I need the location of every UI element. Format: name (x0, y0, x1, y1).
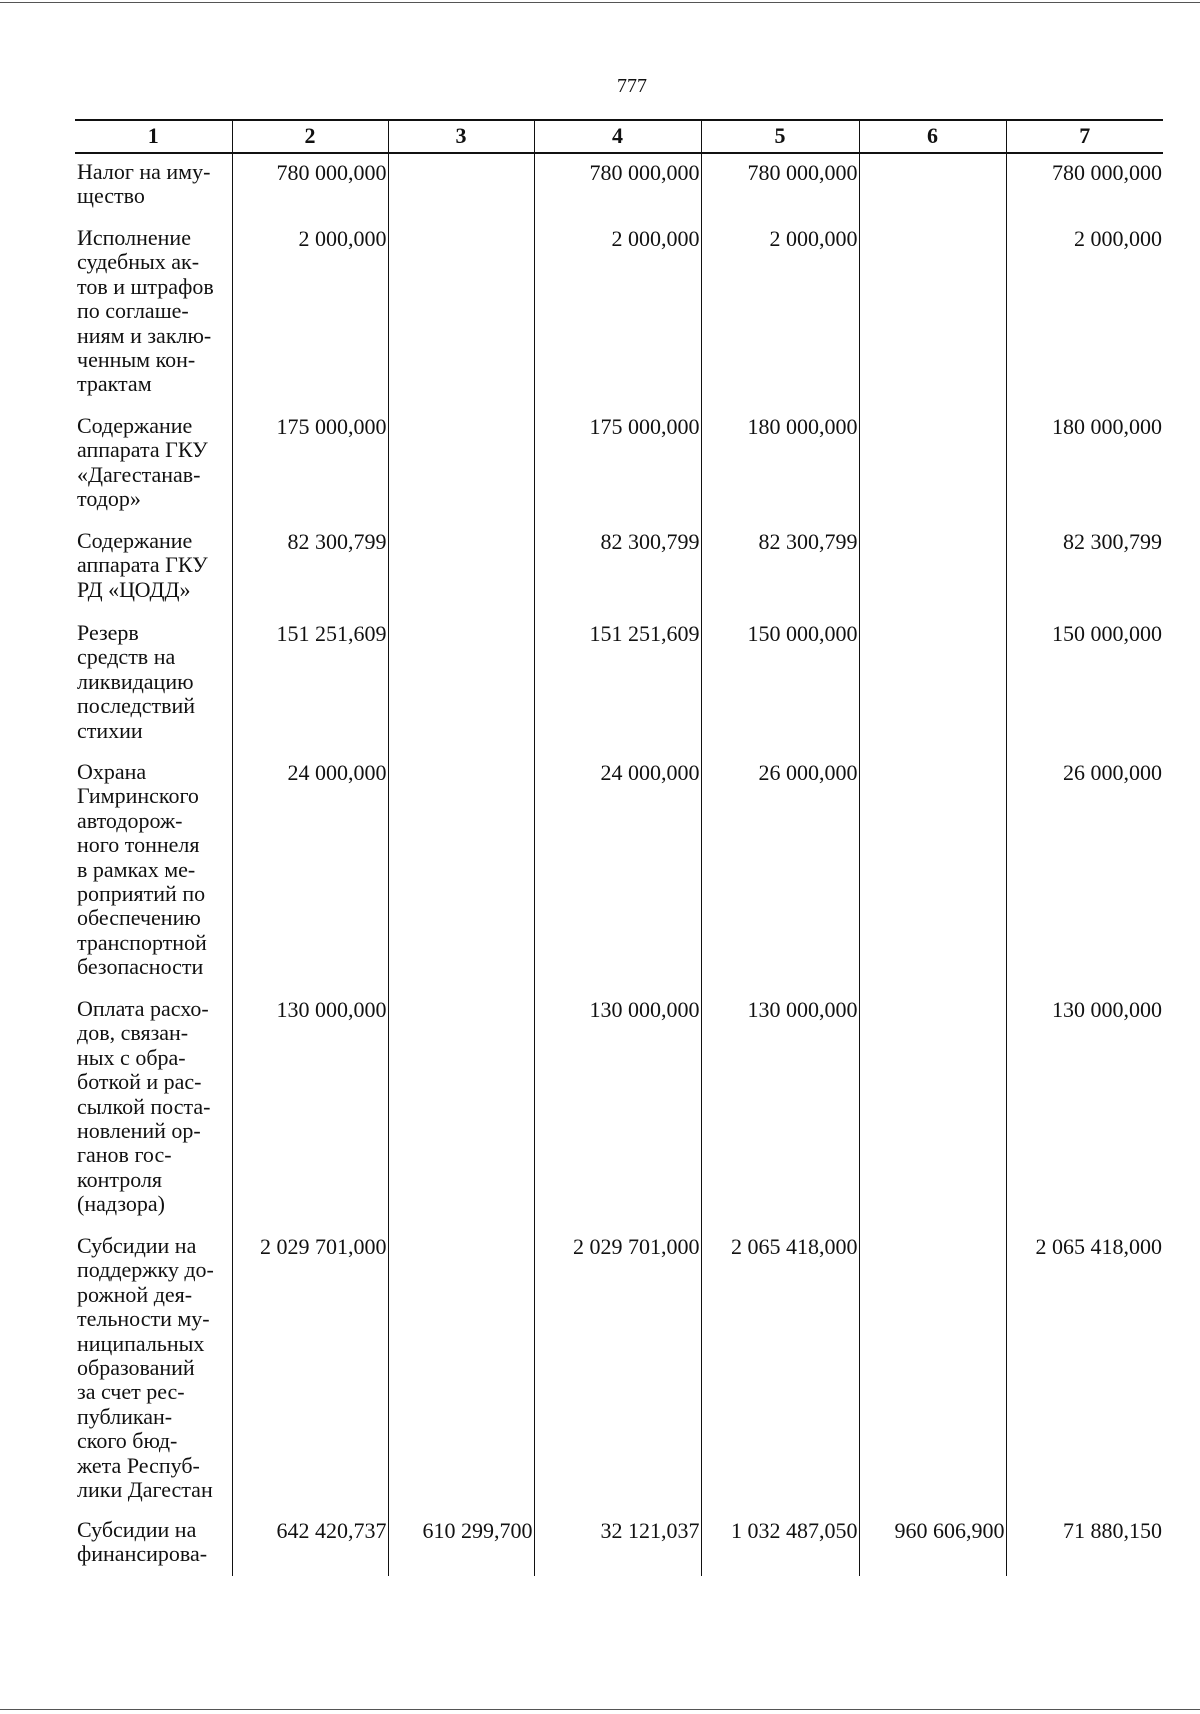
row-name-cell (75, 220, 232, 408)
value-cell-col-6 (859, 991, 1006, 1228)
row-name-line: щество (77, 183, 145, 209)
row-name-line: роприятий по (77, 881, 206, 907)
table-body (75, 153, 1163, 1576)
value-cell-col-4: 151 251,609 (534, 615, 701, 754)
row-name-line: ского бюд- (77, 1428, 178, 1454)
row-name-line: аппарата ГКУ (77, 552, 208, 578)
value-cell-col-7: 780 000,000 (1006, 153, 1163, 220)
value-cell-col-7: 130 000,000 (1006, 991, 1163, 1228)
value-cell-col-4: 24 000,000 (534, 754, 701, 991)
value-cell-col-7: 150 000,000 (1006, 615, 1163, 754)
table-row (75, 1512, 1163, 1576)
row-name-cell (75, 1512, 232, 1576)
row-name-line: стихии (77, 717, 143, 743)
row-name-cell (75, 153, 232, 220)
top-scan-edge (0, 2, 1200, 3)
budget-table (75, 119, 1163, 1576)
table-row (75, 220, 1163, 408)
row-name-line: тельности му- (77, 1306, 210, 1332)
value-cell-col-3 (388, 220, 534, 408)
value-cell-col-4: 175 000,000 (534, 408, 701, 523)
value-cell-col-4: 2 000,000 (534, 220, 701, 408)
row-name-line: за счет рес- (77, 1379, 185, 1405)
value-cell-col-5: 2 065 418,000 (701, 1228, 859, 1512)
value-cell-col-2: 82 300,799 (232, 523, 388, 615)
row-name-line: ных с обра- (77, 1044, 186, 1070)
row-name-line: жета Респуб- (77, 1452, 200, 1478)
table-row (75, 1228, 1163, 1512)
table-row (75, 754, 1163, 991)
row-name-line: образований (77, 1355, 195, 1381)
row-name-cell (75, 408, 232, 523)
row-name-line: Содержание (77, 528, 193, 553)
column-header-6: 6 (859, 120, 1006, 153)
value-cell-col-5: 150 000,000 (701, 615, 859, 754)
column-header-2: 2 (232, 120, 388, 153)
bottom-scan-edge (0, 1709, 1200, 1710)
row-name-line: обеспечению (77, 905, 201, 931)
column-header-4: 4 (534, 120, 701, 153)
table-row (75, 408, 1163, 523)
value-cell-col-3: 610 299,700 (388, 1512, 534, 1576)
row-name-line: последствий (77, 693, 196, 719)
column-header-5: 5 (701, 120, 859, 153)
row-name-line: в рамках ме- (77, 856, 196, 882)
row-name-line: судебных ак- (77, 249, 200, 275)
row-name-line: поддержку до- (77, 1257, 214, 1283)
row-name-line: РД «ЦОДД» (77, 576, 191, 602)
row-name-line: Исполнение (77, 225, 191, 250)
table-row (75, 523, 1163, 615)
value-cell-col-7: 180 000,000 (1006, 408, 1163, 523)
row-name-line: тодор» (77, 486, 141, 512)
table-row (75, 991, 1163, 1228)
value-cell-col-6 (859, 615, 1006, 754)
row-name-line: трактам (77, 371, 152, 397)
row-name-line: Оплата расхо- (77, 996, 209, 1021)
value-cell-col-4: 82 300,799 (534, 523, 701, 615)
row-name-cell (75, 991, 232, 1228)
row-name-line: Субсидии на (77, 1233, 197, 1258)
value-cell-col-7: 71 880,150 (1006, 1512, 1163, 1576)
value-cell-col-3 (388, 615, 534, 754)
value-cell-col-6 (859, 153, 1006, 220)
row-name-line: Гимринского (77, 783, 199, 809)
value-cell-col-4: 780 000,000 (534, 153, 701, 220)
value-cell-col-3 (388, 153, 534, 220)
value-cell-col-2: 780 000,000 (232, 153, 388, 220)
row-name-line: сылкой поста- (77, 1093, 211, 1119)
row-name-line: ликвидацию (77, 668, 194, 694)
value-cell-col-7: 2 000,000 (1006, 220, 1163, 408)
value-cell-col-3 (388, 754, 534, 991)
row-name-line: публикан- (77, 1403, 173, 1429)
row-name-line: Налог на иму- (77, 159, 211, 184)
value-cell-col-4: 32 121,037 (534, 1512, 701, 1576)
column-header-7: 7 (1006, 120, 1163, 153)
row-name-line: боткой и рас- (77, 1069, 202, 1095)
row-name-line: по соглаше- (77, 298, 189, 324)
value-cell-col-2: 24 000,000 (232, 754, 388, 991)
row-name-line: лики Дагестан (77, 1477, 213, 1503)
value-cell-col-6 (859, 523, 1006, 615)
value-cell-col-5: 780 000,000 (701, 153, 859, 220)
value-cell-col-6: 960 606,900 (859, 1512, 1006, 1576)
row-name-line: ниципальных (77, 1330, 205, 1356)
value-cell-col-6 (859, 408, 1006, 523)
column-header-1: 1 (75, 120, 232, 153)
row-name-line: рожной дея- (77, 1281, 193, 1307)
value-cell-col-7: 2 065 418,000 (1006, 1228, 1163, 1512)
row-name-line: дов, связан- (77, 1020, 189, 1046)
row-name-line: безопасности (77, 954, 204, 980)
value-cell-col-2: 642 420,737 (232, 1512, 388, 1576)
value-cell-col-2: 130 000,000 (232, 991, 388, 1228)
page-number: 777 (617, 75, 647, 97)
value-cell-col-3 (388, 523, 534, 615)
value-cell-col-4: 2 029 701,000 (534, 1228, 701, 1512)
value-cell-col-6 (859, 220, 1006, 408)
row-name-line: ного тоннеля (77, 832, 200, 858)
row-name-cell (75, 1228, 232, 1512)
value-cell-col-6 (859, 1228, 1006, 1512)
value-cell-col-3 (388, 408, 534, 523)
row-name-line: (надзора) (77, 1191, 165, 1217)
value-cell-col-5: 180 000,000 (701, 408, 859, 523)
table-header (75, 120, 1163, 153)
row-name-line: «Дагестанав- (77, 461, 201, 487)
column-header-3: 3 (388, 120, 534, 153)
row-name-line: Охрана (77, 759, 147, 784)
row-name-line: ченным кон- (77, 347, 196, 373)
table-row (75, 615, 1163, 754)
row-name-line: новлений ор- (77, 1118, 201, 1144)
value-cell-col-5: 82 300,799 (701, 523, 859, 615)
row-name-line: средств на (77, 644, 176, 670)
table-row (75, 153, 1163, 220)
value-cell-col-2: 2 029 701,000 (232, 1228, 388, 1512)
row-name-line: Резерв (77, 620, 139, 645)
row-name-line: Содержание (77, 413, 193, 438)
value-cell-col-7: 82 300,799 (1006, 523, 1163, 615)
row-name-cell (75, 754, 232, 991)
value-cell-col-5: 1 032 487,050 (701, 1512, 859, 1576)
row-name-line: контроля (77, 1166, 163, 1192)
row-name-cell (75, 523, 232, 615)
value-cell-col-2: 175 000,000 (232, 408, 388, 523)
row-name-line: автодорож- (77, 807, 183, 833)
row-name-line: аппарата ГКУ (77, 437, 208, 463)
value-cell-col-7: 26 000,000 (1006, 754, 1163, 991)
value-cell-col-3 (388, 1228, 534, 1512)
row-name-line: тов и штрафов (77, 273, 214, 299)
row-name-line: транспортной (77, 929, 207, 955)
row-name-line: ниям и заклю- (77, 322, 212, 348)
value-cell-col-6 (859, 754, 1006, 991)
value-cell-col-5: 26 000,000 (701, 754, 859, 991)
row-name-line: Субсидии на (77, 1517, 197, 1542)
value-cell-col-2: 2 000,000 (232, 220, 388, 408)
row-name-cell (75, 615, 232, 754)
value-cell-col-3 (388, 991, 534, 1228)
row-name-line: финансирова- (77, 1541, 208, 1567)
value-cell-col-4: 130 000,000 (534, 991, 701, 1228)
value-cell-col-5: 2 000,000 (701, 220, 859, 408)
value-cell-col-5: 130 000,000 (701, 991, 859, 1228)
row-name-line: ганов гос- (77, 1142, 172, 1168)
header-row (75, 120, 1163, 153)
value-cell-col-2: 151 251,609 (232, 615, 388, 754)
